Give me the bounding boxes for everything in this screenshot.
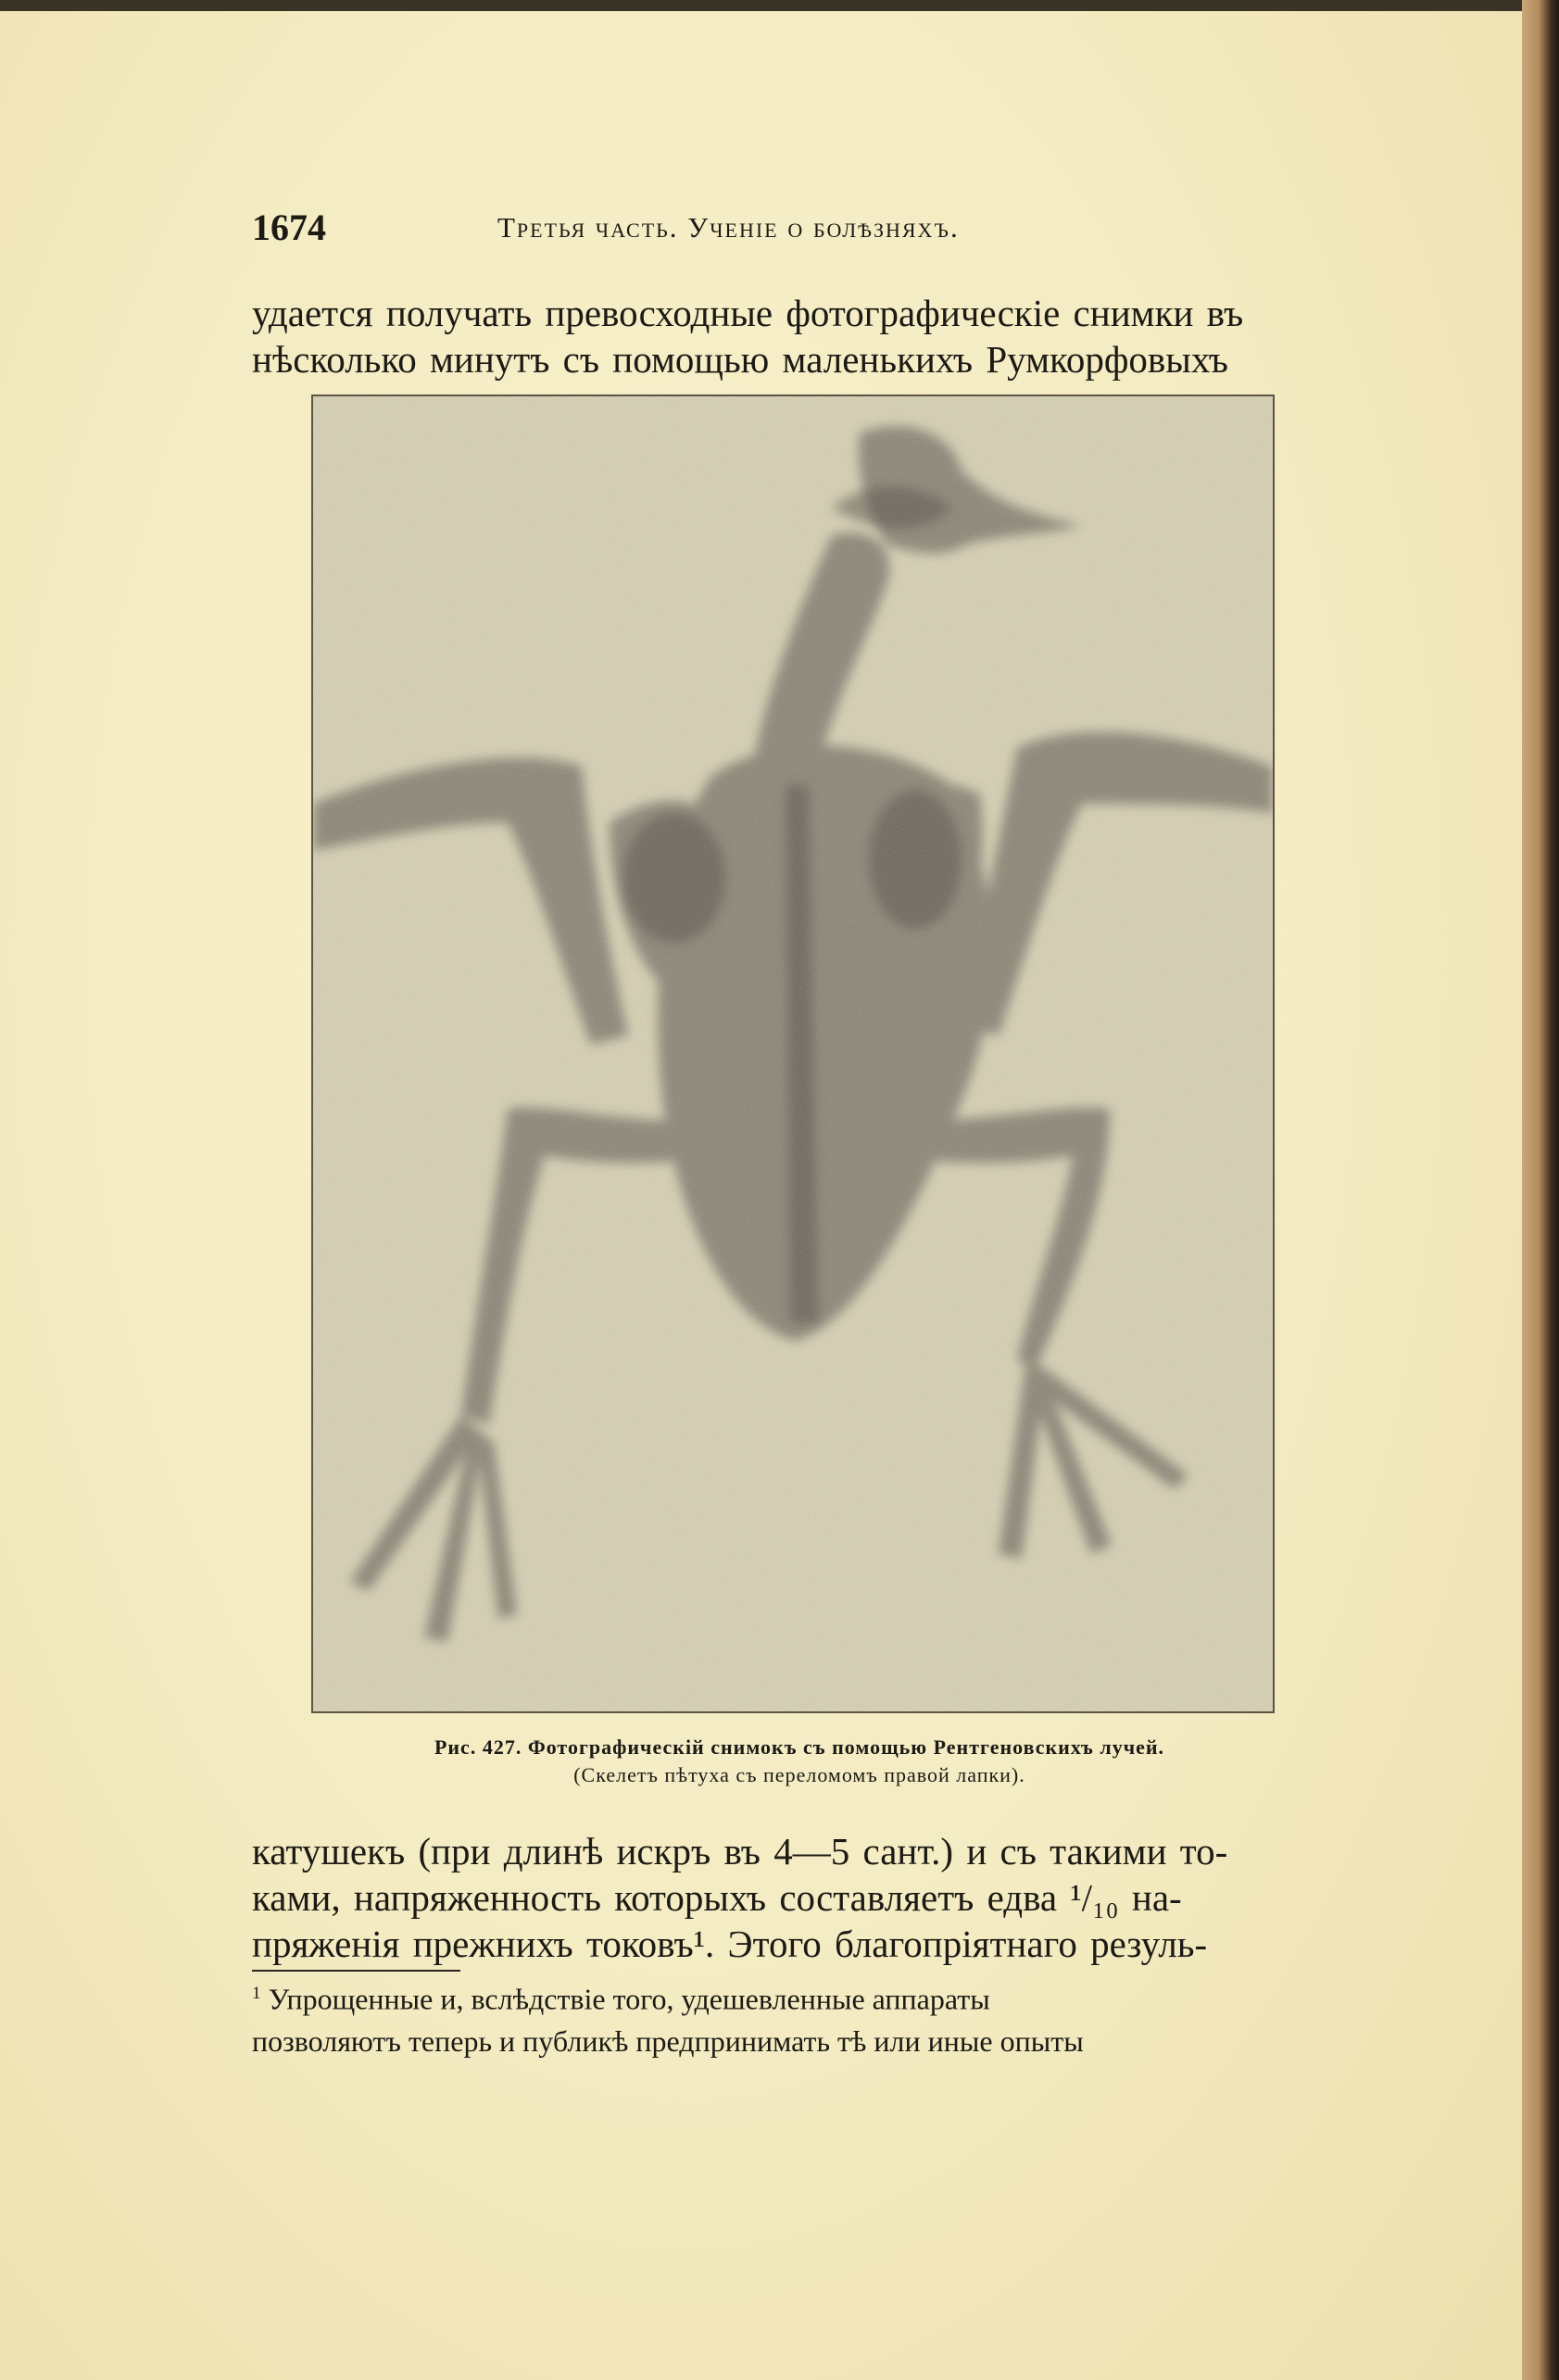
footnote-divider [252, 1970, 460, 1972]
caption-line-1: Рис. 427. Фотографическій снимокъ съ помощью Рентгеновскихъ лучей. [434, 1735, 1165, 1759]
text-line: ками, напряженность которыхъ составляетъ едва ¹/₁₀ на- [252, 1876, 1182, 1919]
footnote-line-2: позволяютъ теперь и публикѣ предпринимать тѣ или иные опыты [252, 2023, 1084, 2058]
text-line: катушекъ (при длинѣ искръ въ 4—5 сант.) и съ такими то- [252, 1830, 1228, 1873]
rooster-xray-illustration [313, 396, 1273, 1711]
xray-figure [311, 395, 1275, 1713]
paragraph-bottom [252, 1828, 1352, 1967]
running-head: Третья часть. Ученіе о болѣзняхъ. [497, 211, 960, 244]
text-line: пряженія прежнихъ токовъ¹. Этого благопріятнаго резуль- [252, 1923, 1208, 1965]
footnote-marker: 1 [252, 1984, 261, 2003]
scan-top-edge [0, 0, 1559, 11]
paragraph-top [252, 290, 1352, 382]
book-spine-edge [1522, 0, 1559, 2380]
page-number: 1674 [252, 207, 326, 248]
page-header [252, 206, 1354, 252]
footnote-text: Упрощенные и, вслѣдствіе того, удешевленные аппараты [268, 1982, 990, 2016]
text-line: нѣсколько минутъ съ помощью маленькихъ Румкорфовыхъ [252, 338, 1228, 381]
caption-line-2: (Скелетъ пѣтуха съ переломомъ правой лапки). [573, 1763, 1025, 1786]
figure-caption [304, 1734, 1295, 1789]
text-line: удается получать превосходные фотографическіе снимки въ [252, 292, 1244, 334]
footnote-line-1 [252, 1973, 1352, 2021]
footnote [252, 1973, 1352, 2062]
